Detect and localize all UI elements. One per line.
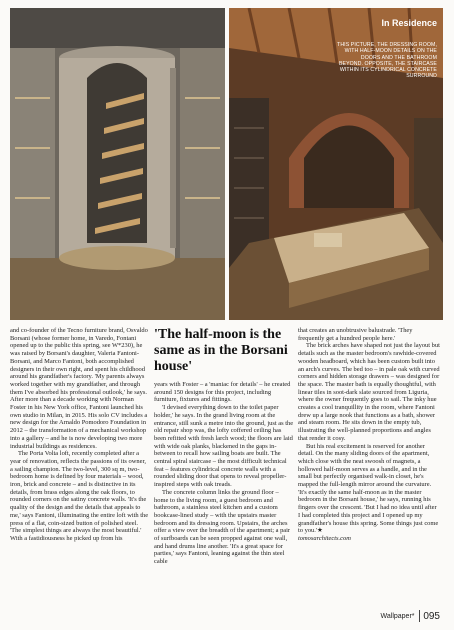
paragraph: years with Foster – a 'maniac for details' – he created around 150 designs for this project, including furniture, fixtures and fittings.: [154, 381, 291, 404]
photo-dressing-room: [229, 8, 443, 320]
paragraph: The Porta Volta loft, recently completed after a year of renovation, reflects the passions of its owner, a sailing champion. The two-level, 300 sq m, two-bedroom home is defined by four materials – wood, iron, brick and concrete – and is distinctive in its details, from brass edges along the oak floors, to rounded corners on the satiny concrete walls. 'It's the quality of the design and the details that appeals to me,' says Fantoni, illuminating the entire loft with the press of a flat, coin-sized button of polished steel. 'The simplest things are always the most beautiful.' With a fastidiousness he picked up from his: [10, 450, 149, 542]
photo-caption: THIS PICTURE, THE DRESSING ROOM, WITH HALF-MOON DETAILS ON THE DOORS AND THE BATHROOM BEYOND. OPPOSITE, THE STAIRCASE WITHIN ITS CYLINDRICAL CONCRETE SURROUND: [337, 42, 437, 80]
magazine-brand: Wallpaper*: [380, 612, 415, 620]
paragraph: and co-founder of the Tecno furniture brand, Osvaldo Borsani (whose former home, in Varedo, Fontani opened up to the public this spring, see W*230), he was raised by Borsani's daughter, Valeria Fantoni-Borsani, and Marco Fantoni, both accomplished designers in their own right, and spent his childhood around his grandfather's factory. 'My parents always worked together with my grandfather, and through them I've absorbed his professional outlook,' he says. After more than a decade working with Norman Foster in his New York office, Fantoni launched his own studio in Milan, in 2015. His solo CV includes a new design for the Arnaldo Pomodoro Foundation in 2012 – the transformation of a mechanical workshop into a gallery – and he is now developing two more industrial buildings as residences.: [10, 327, 148, 450]
website-credit: tomosarchitects.com: [298, 534, 351, 542]
paragraph: The concrete column links the ground floor – home to the living room, a guest bedroom and bathroom, a stainless steel kitchen and a custom bookcase-lined study – with the upstairs master bedroom and its dressing room. Upstairs, the arches offer a view over the breadth of the apartment; a pair of surfboards can be seen propped against one wall, and hand drums line another. 'It's a great space for parties,' says Fantoni, leaning against the thin steel cable: [154, 488, 291, 566]
paragraph: that creates an unobtrusive balustrade. 'They frequently get a hundred people here.': [298, 327, 413, 342]
article-column-1: [10, 327, 150, 543]
article-column-2: [154, 327, 294, 566]
section-tag: In Residence: [381, 18, 437, 28]
staircase-illustration: [10, 8, 225, 320]
paragraph: The brick arches have shaped not just the layout but details such as the master bedroom's rawhide-covered wooden headboard, which has been custom built into an arch's curves. The bed too – in pale oak with curved corners and hidden storage drawers – was designed for the space. The master bath is equally thoughtful, with linear tiles in soot-dark slate sourced from Liguria, where the owner frequently goes to sail. The inky hue creates a cool tranquillity in the room, where Fantoni drew up a large nook that functions as a bath, shower and steam room. He sits down in the empty tub, illustrating the well-planned proportions and angles that render it cosy.: [298, 342, 440, 442]
pull-quote: 'The half-moon is the same as in the Borsani house': [154, 327, 288, 374]
paragraph: 'I devised everything down to the toilet paper holder,' he says. In the grand living room at the entrance, still sunk a metre into the ground, just as the old repair shop was, the lofty coffered ceiling has been refitted with fresh larch wood; the floors are laid with wide oak planks, blackened in the gaps in-between to recall how sailing boats are built. The central spiral staircase – the most difficult technical feat – features cylindrical concrete walls with a rounded sliding door that opens to reveal propeller-inspired steps with oak treads.: [154, 404, 294, 489]
article-column-3: [298, 327, 440, 543]
footer-divider: [419, 610, 420, 622]
paragraph: But his real excitement is reserved for another detail. On the many sliding doors of the apartment, which close with the neat swoosh of magnets, a hollowed half-moon serves as a handle, and in the small but perfectly organised walk-in closet, he's mapped the full-length mirror around the curvature. 'It's exactly the same half-moon as in the master bedroom in the Borsani house,' he says, running his fingers over the crescent. 'But I had no idea until after I had completed this project and I opened up my grandfather's house this spring. Some things just come to you.'★: [298, 442, 439, 535]
page-footer: [381, 610, 440, 622]
page-number: 095: [423, 610, 440, 622]
photo-staircase: [10, 8, 225, 320]
